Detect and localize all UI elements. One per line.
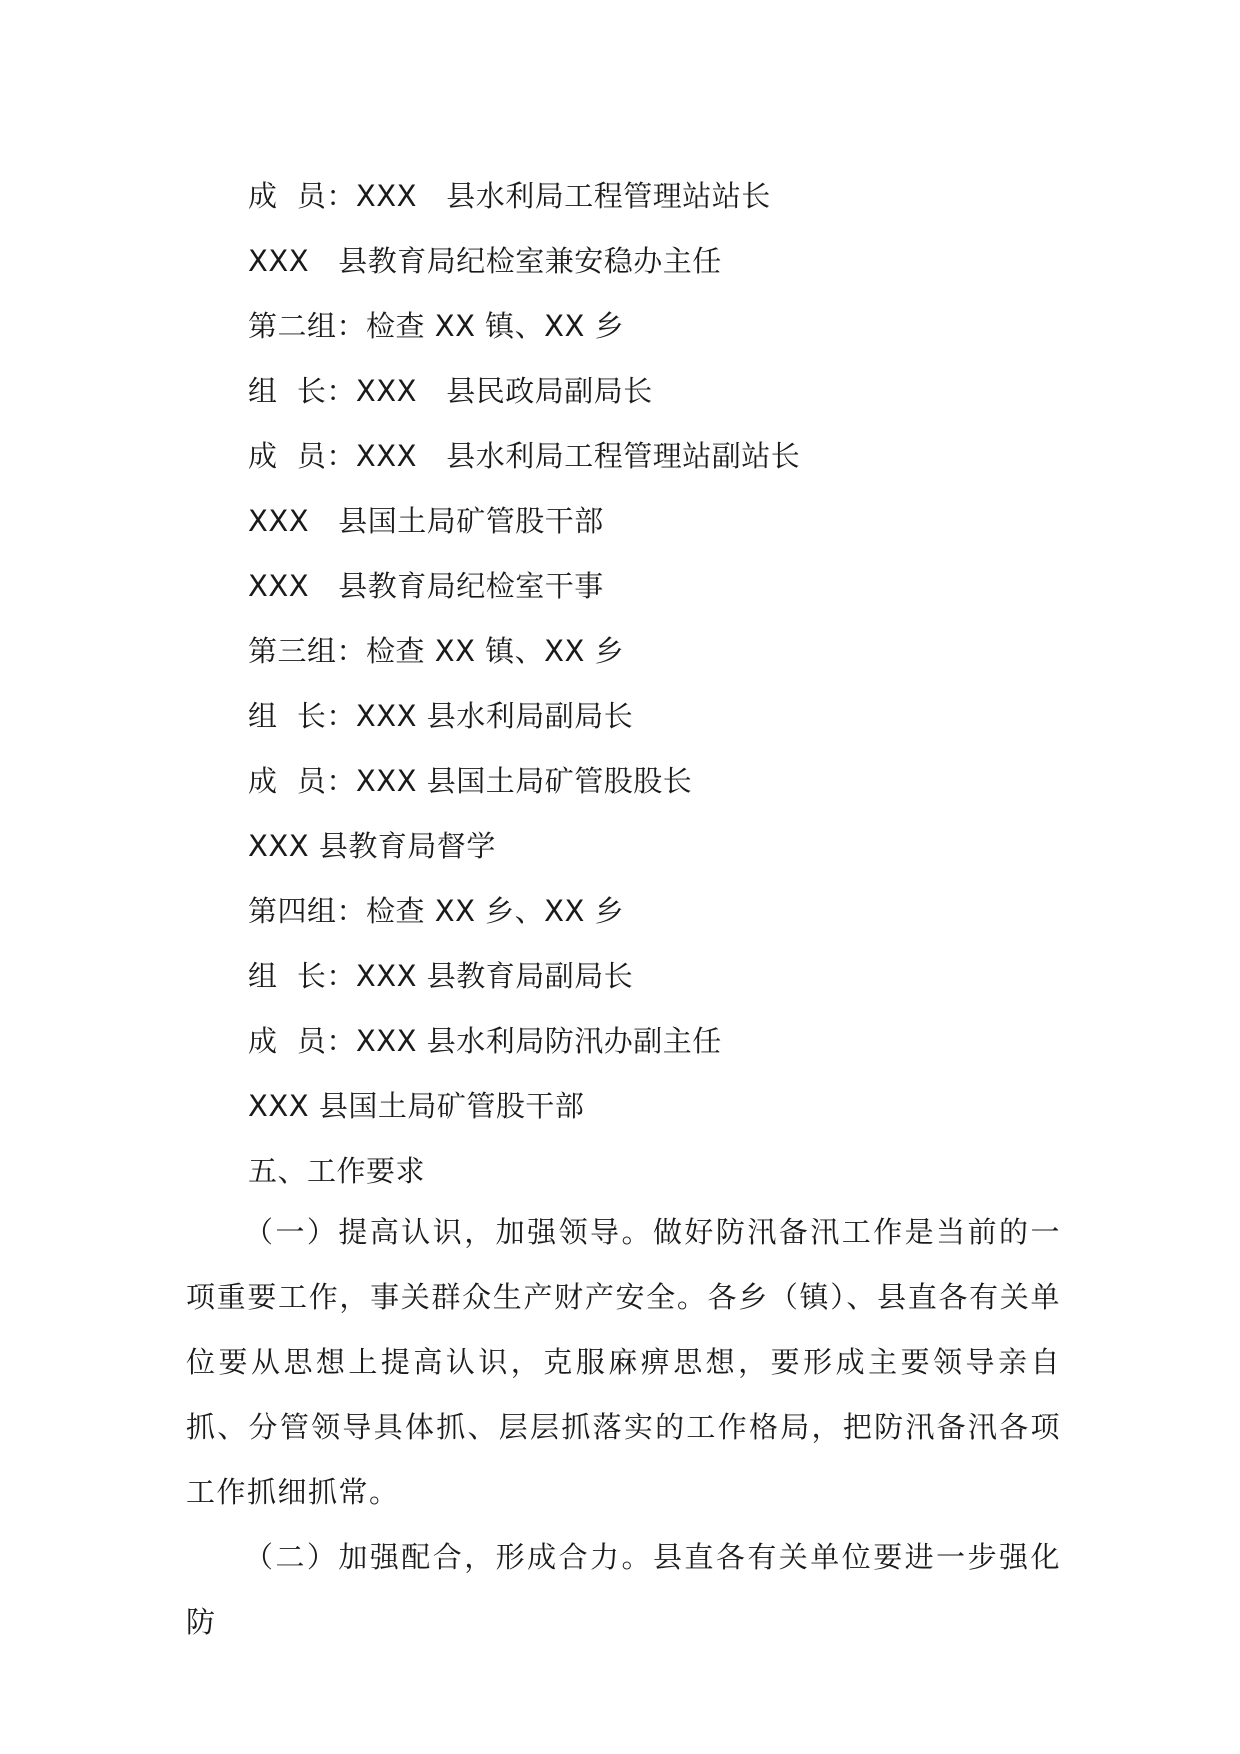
body-paragraph: （一）提高认识，加强领导。做好防汛备汛工作是当前的一项重要工作，事关群众生产财产安全。各乡（镇）、县直各有关单位要从思想上提高认识，克服麻痹思想，要形成主要领导亲自抓、分管领导具体抓、层层抓落实的工作格局，把防汛备汛各项工作抓细抓常。 bbox=[186, 1215, 1061, 1509]
member-line: 成 员：XXX 县水利局工程管理站副站长 bbox=[248, 439, 801, 473]
member-line: 成 员：XXX 县水利局工程管理站站长 bbox=[248, 179, 771, 213]
leader-line: 组 长：XXX 县民政局副局长 bbox=[248, 374, 653, 408]
group-heading: 第三组：检查 XX 镇、XX 乡 bbox=[248, 634, 625, 668]
body-paragraph: （二）加强配合，形成合力。县直各有关单位要进一步强化防 bbox=[186, 1540, 1061, 1639]
member-line: XXX 县教育局督学 bbox=[248, 829, 496, 863]
group-heading: 第二组：检查 XX 镇、XX 乡 bbox=[248, 309, 625, 343]
member-line: XXX 县教育局纪检室干事 bbox=[248, 569, 604, 603]
leader-line: 组 长：XXX 县教育局副局长 bbox=[248, 959, 634, 993]
member-line: 成 员：XXX 县水利局防汛办副主任 bbox=[248, 1024, 722, 1058]
member-line: XXX 县教育局纪检室兼安稳办主任 bbox=[248, 244, 722, 278]
section-heading: 五、工作要求 bbox=[248, 1154, 426, 1188]
group-heading: 第四组：检查 XX 乡、XX 乡 bbox=[248, 894, 625, 928]
member-line: XXX 县国土局矿管股干部 bbox=[248, 1089, 585, 1123]
leader-line: 组 长：XXX 县水利局副局长 bbox=[248, 699, 634, 733]
member-line: 成 员：XXX 县国土局矿管股股长 bbox=[248, 764, 693, 798]
member-line: XXX 县国土局矿管股干部 bbox=[248, 504, 604, 538]
